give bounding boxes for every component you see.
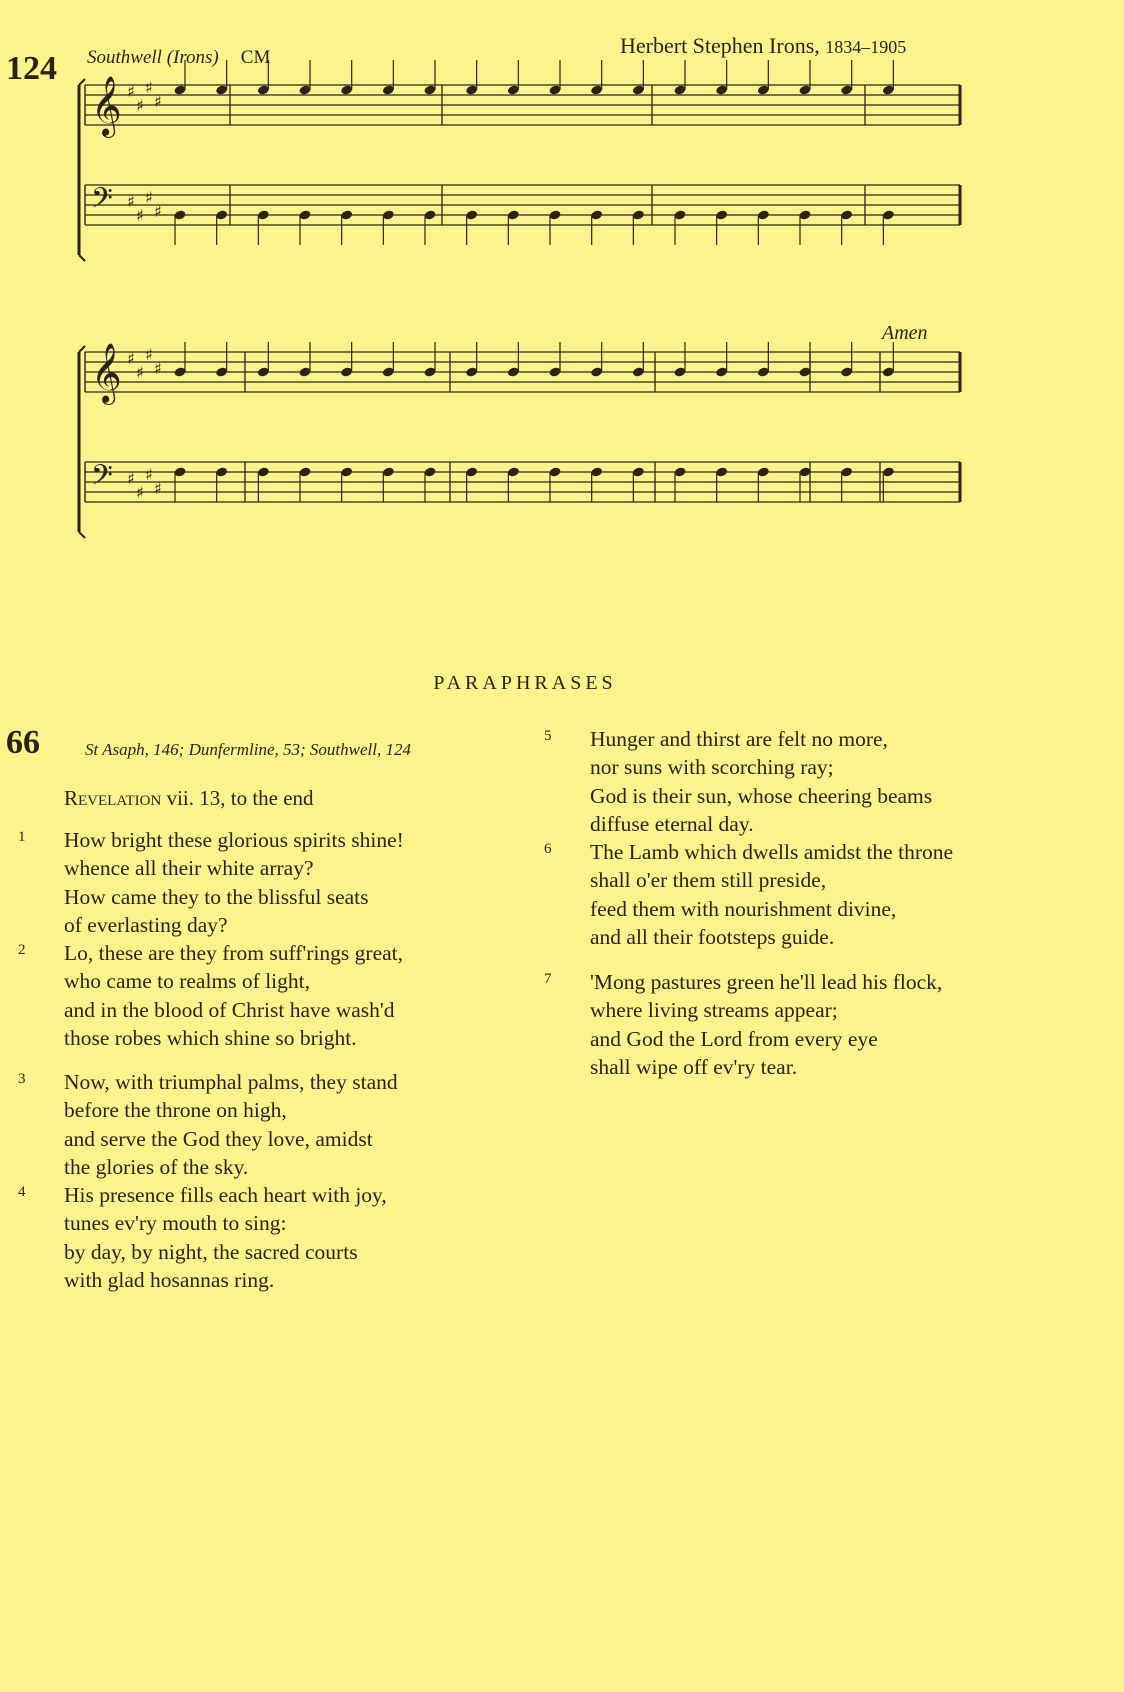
hymn-number: 124 <box>6 50 57 87</box>
verse-line: feed them with nourishment divine, <box>590 896 897 921</box>
bass-clef-icon: 𝄢 <box>91 182 113 222</box>
verse-number: 2 <box>18 942 26 958</box>
sharp-icon: ♯ <box>127 349 135 368</box>
bracket-hook <box>79 532 85 538</box>
verse-number: 5 <box>544 728 552 744</box>
sharp-icon: ♯ <box>154 479 162 498</box>
verse-line: Lo, these are they from suff'rings great, <box>64 941 404 965</box>
bracket-hook <box>79 255 85 261</box>
amen-label: Amen <box>882 322 928 344</box>
section-title: PARAPHRASES <box>433 672 617 694</box>
verse-line: whence all their white array? <box>64 856 314 881</box>
meter: CM <box>240 47 271 68</box>
composer-dates: 1834–1905 <box>825 37 907 57</box>
verse-line: before the throne on high, <box>64 1098 287 1123</box>
verse-line: shall o'er them still preside, <box>590 868 827 893</box>
sharp-icon: ♯ <box>145 188 153 207</box>
verse-line: by day, by night, the sacred courts <box>64 1239 358 1264</box>
sharp-icon: ♯ <box>145 345 153 364</box>
sharp-icon: ♯ <box>127 469 135 488</box>
verse-number: 6 <box>544 841 552 857</box>
verse-line: those robes which shine so bright. <box>64 1025 357 1050</box>
scripture-chapter: vii. 13, to the end <box>161 786 314 810</box>
verse-line: God is their sun, whose cheering beams <box>590 783 933 808</box>
sharp-icon: ♯ <box>136 483 144 502</box>
sharp-icon: ♯ <box>127 192 135 211</box>
sharp-icon: ♯ <box>127 82 135 101</box>
suggested-tunes: St Asaph, 146; Dunfermline, 53; Southwell, 124 <box>85 740 411 759</box>
verse-line: and serve the God they love, amidst <box>64 1126 373 1151</box>
tune-title: Southwell (Irons) <box>87 47 219 68</box>
sharp-icon: ♯ <box>145 465 153 484</box>
music-score <box>0 0 1124 600</box>
verse-line: Hunger and thirst are felt no more, <box>590 727 888 751</box>
scripture-book: Revelation <box>64 786 162 810</box>
verse-line: 'Mong pastures green he'll lead his flock, <box>590 970 943 994</box>
treble-clef-icon: 𝄞 <box>91 343 122 403</box>
verse-line: the glories of the sky. <box>64 1154 249 1179</box>
verse-1 <box>18 826 404 939</box>
verse-line: shall wipe off ev'ry tear. <box>590 1054 798 1079</box>
sharp-icon: ♯ <box>154 359 162 378</box>
verse-number: 1 <box>18 829 26 845</box>
verse-2 <box>18 939 404 1052</box>
verse-number: 3 <box>18 1071 26 1087</box>
verse-line: and God the Lord from every eye <box>590 1026 878 1051</box>
verse-line: How bright these glorious spirits shine! <box>64 828 404 852</box>
verse-5 <box>544 725 933 838</box>
verse-line: who came to realms of light, <box>64 969 310 994</box>
verse-line: tunes ev'ry mouth to sing: <box>64 1211 287 1236</box>
sharp-icon: ♯ <box>136 363 144 382</box>
composer-name: Herbert Stephen Irons, <box>620 33 820 58</box>
verse-3 <box>18 1068 398 1181</box>
scripture-reference <box>64 786 314 811</box>
sharp-icon: ♯ <box>136 206 144 225</box>
bracket-hook <box>79 346 85 352</box>
verse-4 <box>18 1181 387 1294</box>
sharp-icon: ♯ <box>136 96 144 115</box>
verse-line: where living streams appear; <box>590 998 838 1023</box>
verse-line: Now, with triumphal palms, they stand <box>64 1070 398 1094</box>
verse-number: 7 <box>544 971 552 987</box>
verse-number: 4 <box>18 1184 26 1200</box>
verse-line: of everlasting day? <box>64 912 228 937</box>
verse-line: and all their footsteps guide. <box>590 924 835 949</box>
verse-6 <box>544 838 954 951</box>
sharp-icon: ♯ <box>154 92 162 111</box>
bass-clef-icon: 𝄢 <box>91 459 113 499</box>
bracket-hook <box>79 79 85 85</box>
paraphrase-number: 66 <box>6 724 40 761</box>
verse-7 <box>544 968 943 1081</box>
verse-line: nor suns with scorching ray; <box>590 755 834 780</box>
verse-line: How came they to the blissful seats <box>64 884 369 909</box>
sharp-icon: ♯ <box>145 78 153 97</box>
treble-clef-icon: 𝄞 <box>91 76 122 136</box>
verse-line: with glad hosannas ring. <box>64 1267 275 1292</box>
verse-line: The Lamb which dwells amidst the throne <box>590 840 954 864</box>
verse-line: His presence fills each heart with joy, <box>64 1183 387 1207</box>
verse-line: and in the blood of Christ have wash'd <box>64 997 395 1022</box>
sharp-icon: ♯ <box>154 202 162 221</box>
verse-line: diffuse eternal day. <box>590 811 754 836</box>
